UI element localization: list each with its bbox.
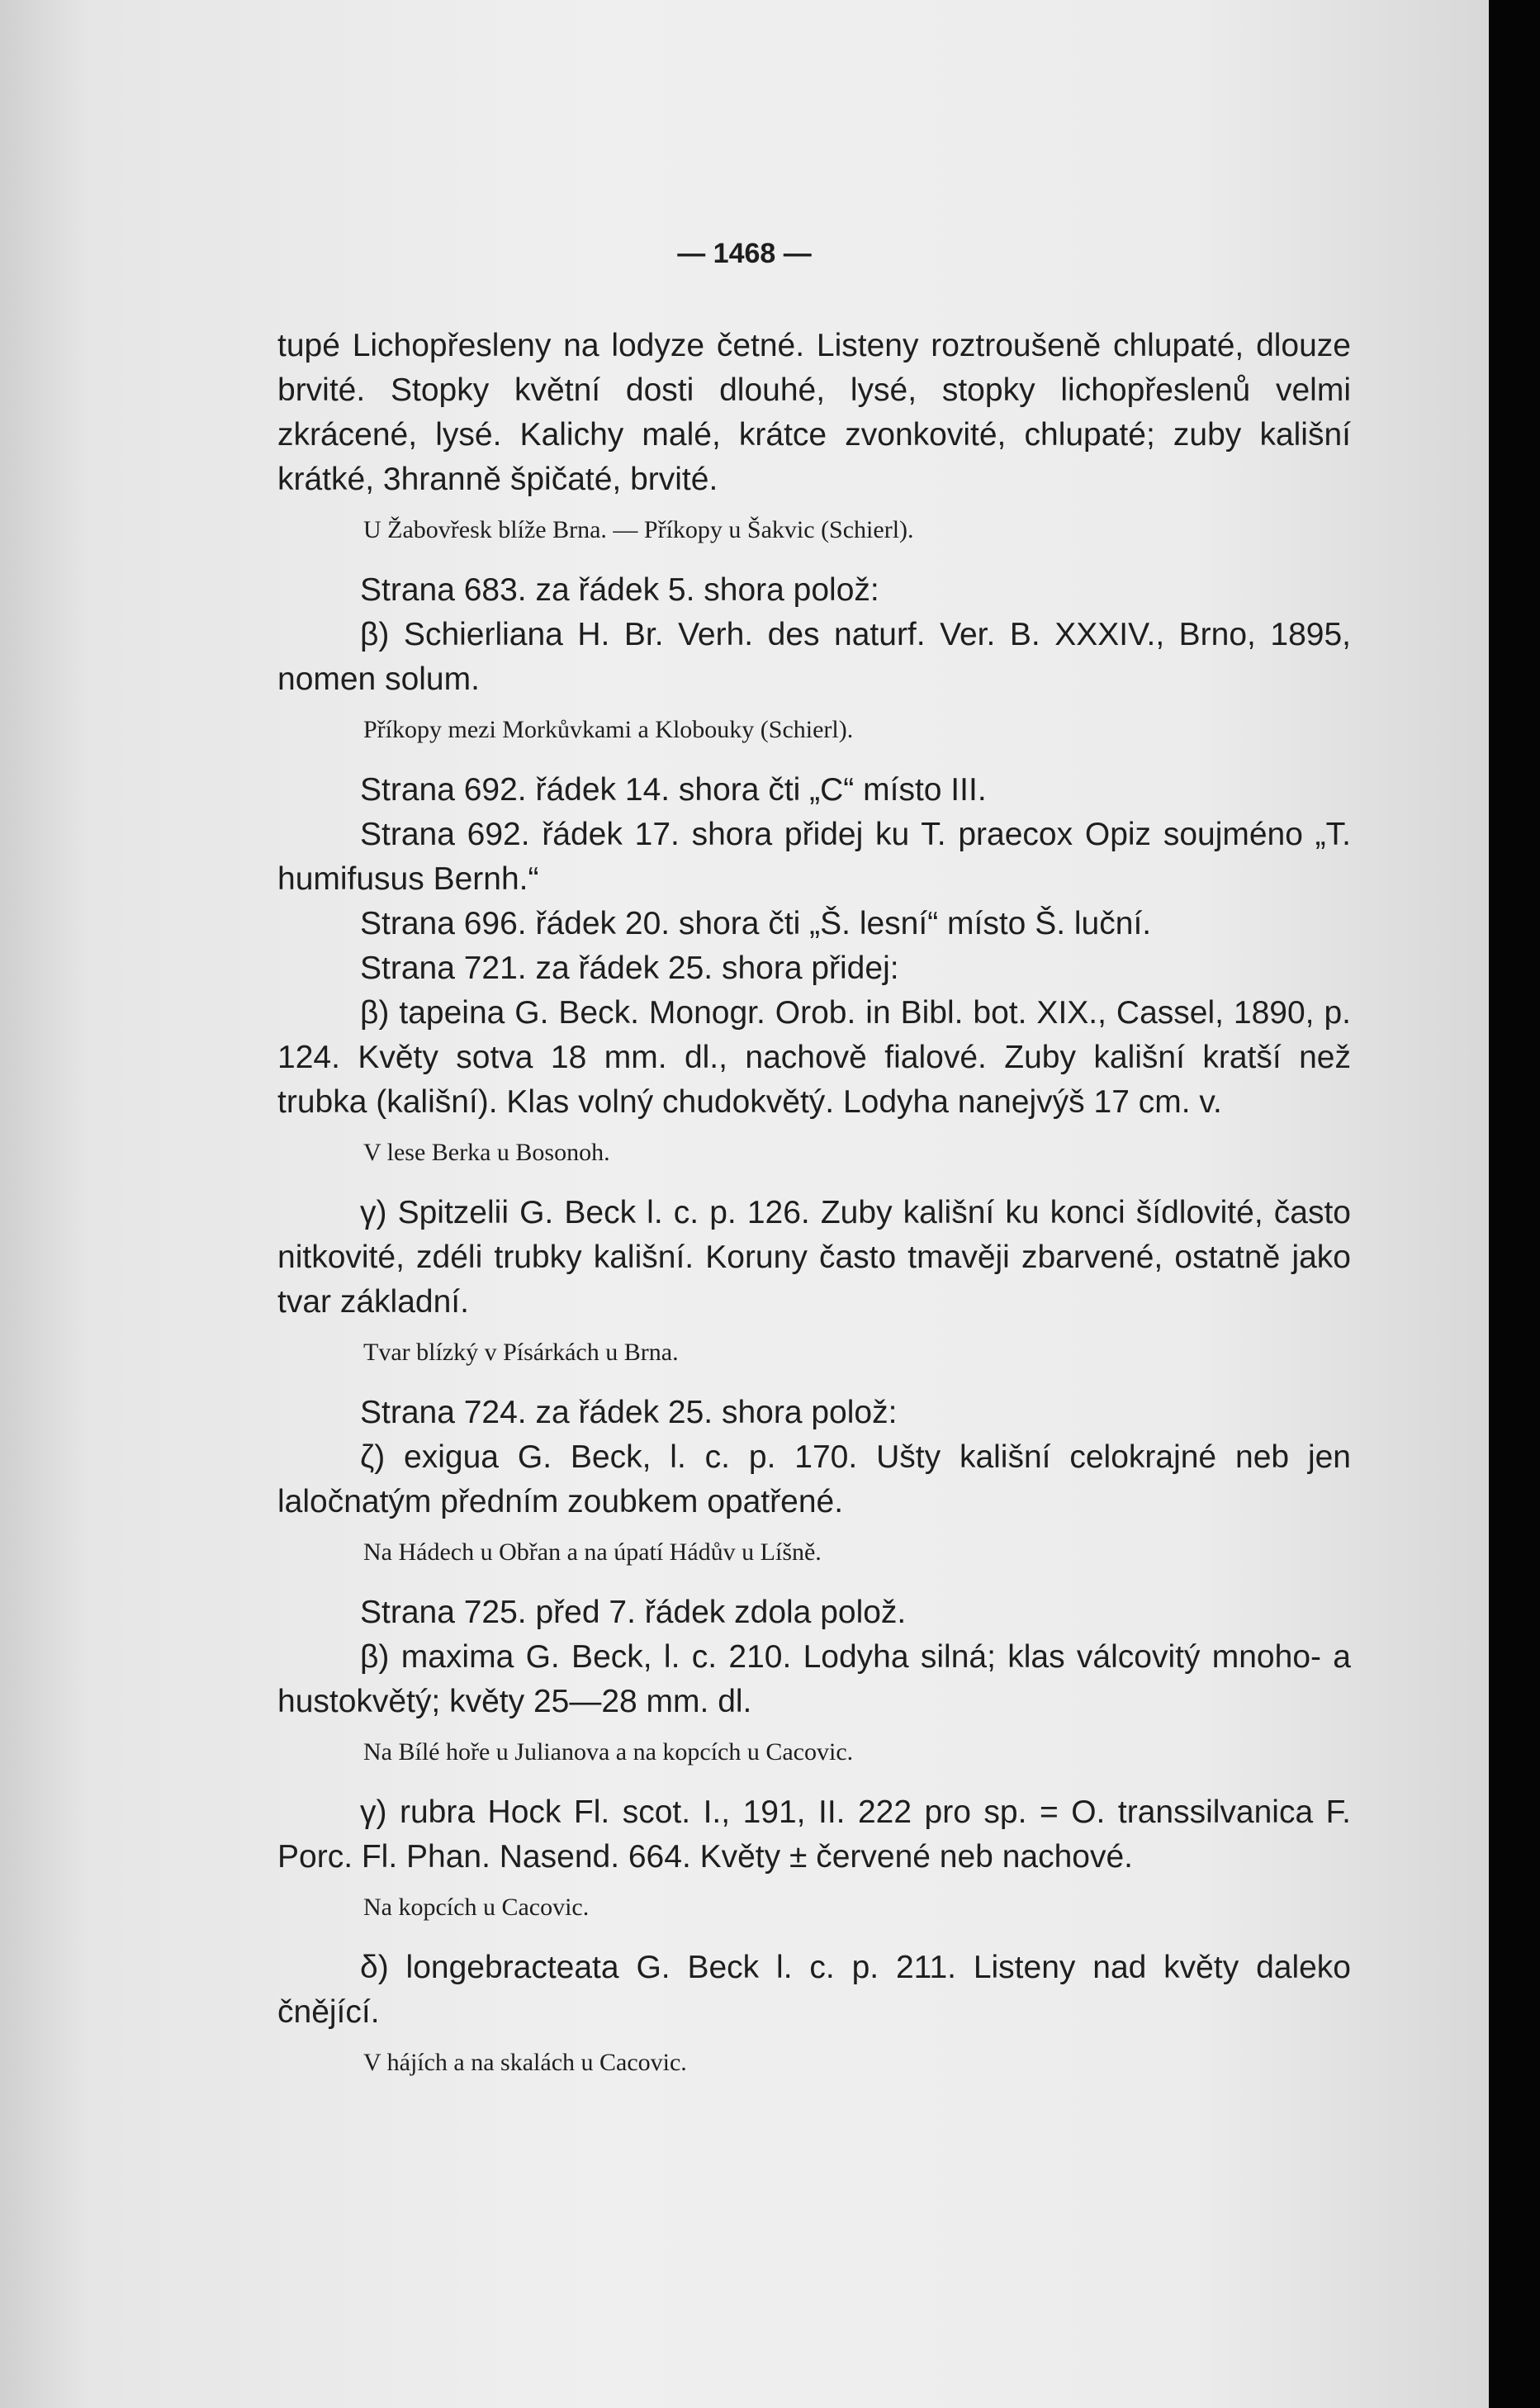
variety-entry: γ) rubra Hock Fl. scot. I., 191, II. 222 pro sp. = O. transsilvanica F. Porc. Fl. Phan. Nasend. 664. Květy ± červené neb nachové. bbox=[277, 1794, 1351, 1875]
variety-entry: δ) longebracteata G. Beck l. c. p. 211. Listeny nad květy daleko čnějící. bbox=[277, 1950, 1351, 2030]
erratum-line: Strana 721. za řádek 25. shora přidej: bbox=[360, 950, 899, 986]
variety-entry: β) Schierliana H. Br. Verh. des naturf. Ver. B. XXXIV., Brno, 1895, nomen solum. bbox=[277, 617, 1351, 697]
erratum-line: Strana 683. za řádek 5. shora polož: bbox=[360, 572, 879, 608]
erratum-line: Strana 692. řádek 17. shora přidej ku T. praecox Opiz soujméno „T. humifusus Bernh.“ bbox=[277, 817, 1351, 897]
locality-note: Na Hádech u Obřan a na úpatí Hádův u Líšně. bbox=[363, 1538, 822, 1566]
locality-note: Na kopcích u Cacovic. bbox=[363, 1894, 590, 1921]
page-number: — 1468 — bbox=[677, 238, 812, 269]
page-body bbox=[277, 324, 1351, 2101]
variety-entry: ζ) exigua G. Beck, l. c. p. 170. Ušty kališní celokrajné neb jen laločnatým předním zoubkem opatřené. bbox=[277, 1439, 1351, 1519]
erratum-line: Strana 725. před 7. řádek zdola polož. bbox=[360, 1595, 907, 1630]
paragraph: tupé Lichopřesleny na lodyze četné. Listeny roztroušeně chlupaté, dlouze brvité. Stopky květní dosti dlouhé, lysé, stopky lichopřeslenů velmi zkrácené, lysé. Kalichy malé, krátce zvonkovité, chlupaté; zuby kališní krátké, 3hranně špičaté, brvité. bbox=[277, 328, 1351, 497]
variety-entry: γ) Spitzelii G. Beck l. c. p. 126. Zuby kališní ku konci šídlovité, často nitkovité, zdéli trubky kališní. Koruny často tmavěji zbarvené, ostatně jako tvar základní. bbox=[277, 1195, 1351, 1320]
locality-note: V lese Berka u Bosonoh. bbox=[363, 1139, 610, 1166]
variety-entry: β) maxima G. Beck, l. c. 210. Lodyha silná; klas válcovitý mnoho- a hustokvětý; květy 25—28 mm. dl. bbox=[277, 1639, 1351, 1719]
erratum-line: Strana 696. řádek 20. shora čti „Š. lesní“ místo Š. luční. bbox=[360, 906, 1152, 941]
erratum-line: Strana 724. za řádek 25. shora polož: bbox=[360, 1395, 898, 1430]
erratum-line: Strana 692. řádek 14. shora čti „C“ místo III. bbox=[360, 772, 987, 808]
scan-border bbox=[1489, 0, 1540, 2408]
locality-note: Na Bílé hoře u Julianova a na kopcích u Cacovic. bbox=[363, 1738, 854, 1766]
locality-note: Tvar blízký v Písárkách u Brna. bbox=[363, 1339, 679, 1366]
locality-note: U Žabovřesk blíže Brna. — Příkopy u Šakvic (Schierl). bbox=[363, 516, 914, 543]
variety-entry: β) tapeina G. Beck. Monogr. Orob. in Bibl. bot. XIX., Cassel, 1890, p. 124. Květy sotva 18 mm. dl., nachově fialové. Zuby kališní kratší než trubka (kališní). Klas volný chudokvětý. Lodyha nanejvýš 17 cm. v. bbox=[277, 995, 1351, 1120]
locality-note: Příkopy mezi Morkůvkami a Klobouky (Schierl). bbox=[363, 716, 854, 743]
locality-note: V hájích a na skalách u Cacovic. bbox=[363, 2049, 687, 2076]
